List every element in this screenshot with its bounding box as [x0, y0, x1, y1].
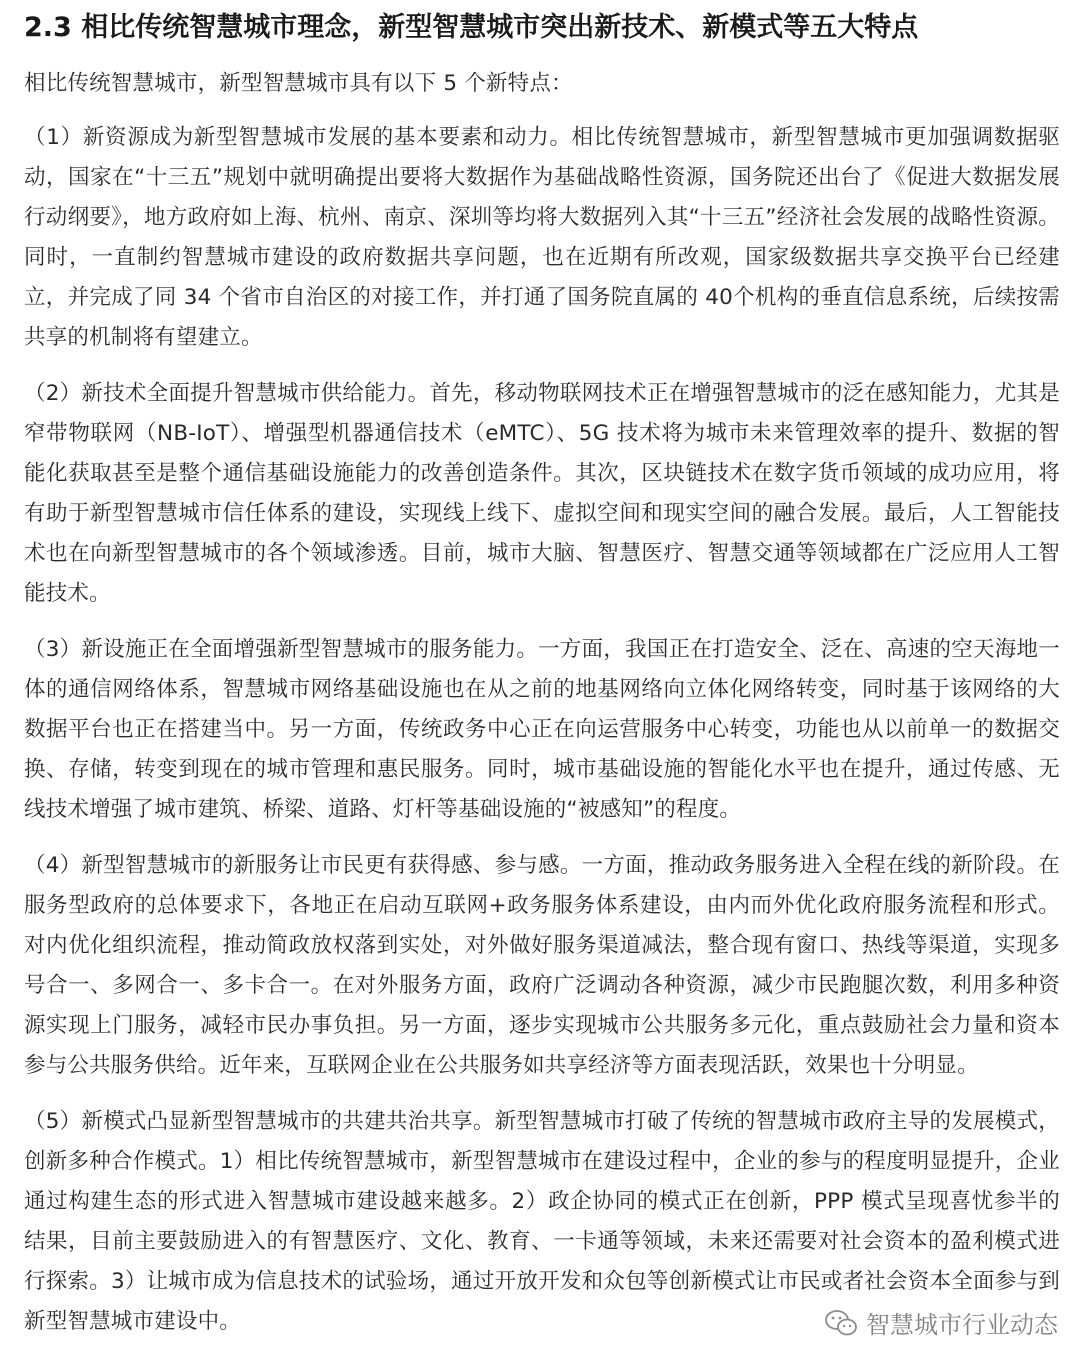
section-heading: 2.3 相比传统智慧城市理念，新型智慧城市突出新技术、新模式等五大特点	[24, 12, 919, 43]
wechat-icon	[824, 1309, 858, 1337]
document-page	[24, 6, 1060, 1358]
paragraph-1: （1）新资源成为新型智慧城市发展的基本要素和动力。相比传统智慧城市，新型智慧城市更加强调数据驱动，国家在“十三五”规划中就明确提出要将大数据作为基础战略性资源，国务院还出台了《促进大数据发展行动纲要》，地方政府如上海、杭州、南京、深圳等均将大数据列入其“十三五”经济社会发展的战略性资源。同时，一直制约智慧城市建设的政府数据共享问题，也在近期有所改观，国家级数据共享交换平台已经建立，并完成了同 34 个省市自治区的对接工作，并打通了国务院直属的 40个机构的垂直信息系统，后续按需共享的机制将有望建立。	[24, 125, 1060, 350]
intro-text: 相比传统智慧城市，新型智慧城市具有以下 5 个新特点：	[24, 71, 573, 96]
paragraph-5: （5）新模式凸显新型智慧城市的共建共治共享。新型智慧城市打破了传统的智慧城市政府主导的发展模式，创新多种合作模式。1）相比传统智慧城市，新型智慧城市在建设过程中，企业的参与的程度明显提升，企业通过构建生态的形式进入智慧城市建设越来越多。2）政企协同的模式正在创新，PPP 模式呈现喜忧参半的结果，目前主要鼓励进入的有智慧医疗、文化、教育、一卡通等领域，未来还需要对社会资本的盈利模式进行探索。3）让城市成为信息技术的试验场，通过开放开发和众包等创新模式让市民或者社会资本全面参与到新型智慧城市建设中。	[24, 1109, 1060, 1334]
paragraph-3: （3）新设施正在全面增强新型智慧城市的服务能力。一方面，我国正在打造安全、泛在、高速的空天海地一体的通信网络体系，智慧城市网络基础设施也在从之前的地基网络向立体化网络转变，同时基于该网络的大数据平台也正在搭建当中。另一方面，传统政务中心正在向运营服务中心转变，功能也从以前单一的数据交换、存储，转变到现在的城市管理和惠民服务。同时，城市基础设施的智能化水平也在提升，通过传感、无线技术增强了城市建筑、桥梁、道路、灯杆等基础设施的“被感知”的程度。	[24, 637, 1060, 822]
watermark-text: 智慧城市行业动态	[866, 1311, 1058, 1339]
paragraph-2: （2）新技术全面提升智慧城市供给能力。首先，移动物联网技术正在增强智慧城市的泛在感知能力，尤其是窄带物联网（NB-IoT）、增强型机器通信技术（eMTC）、5G 技术将为城市未来管理效率的提升、数据的智能化获取甚至是整个通信基础设施能力的改善创造条件。其次，区块链技术在数字货币领域的成功应用，将有助于新型智慧城市信任体系的建设，实现线上线下、虚拟空间和现实空间的融合发展。最后，人工智能技术也在向新型智慧城市的各个领域渗透。目前，城市大脑、智慧医疗、智慧交通等领域都在广泛应用人工智能技术。	[24, 381, 1060, 606]
paragraph-4: （4）新型智慧城市的新服务让市民更有获得感、参与感。一方面，推动政务服务进入全程在线的新阶段。在服务型政府的总体要求下，各地正在启动互联网+政务服务体系建设，由内而外优化政府服务流程和形式。对内优化组织流程，推动简政放权落到实处，对外做好服务渠道减法，整合现有窗口、热线等渠道，实现多号合一、多网合一、多卡合一。在对外服务方面，政府广泛调动各种资源，减少市民跑腿次数，利用多种资源实现上门服务，减轻市民办事负担。另一方面，逐步实现城市公共服务多元化，重点鼓励社会力量和资本参与公共服务供给。近年来，互联网企业在公共服务如共享经济等方面表现活跃，效果也十分明显。	[24, 853, 1060, 1078]
watermark	[820, 1305, 1062, 1340]
